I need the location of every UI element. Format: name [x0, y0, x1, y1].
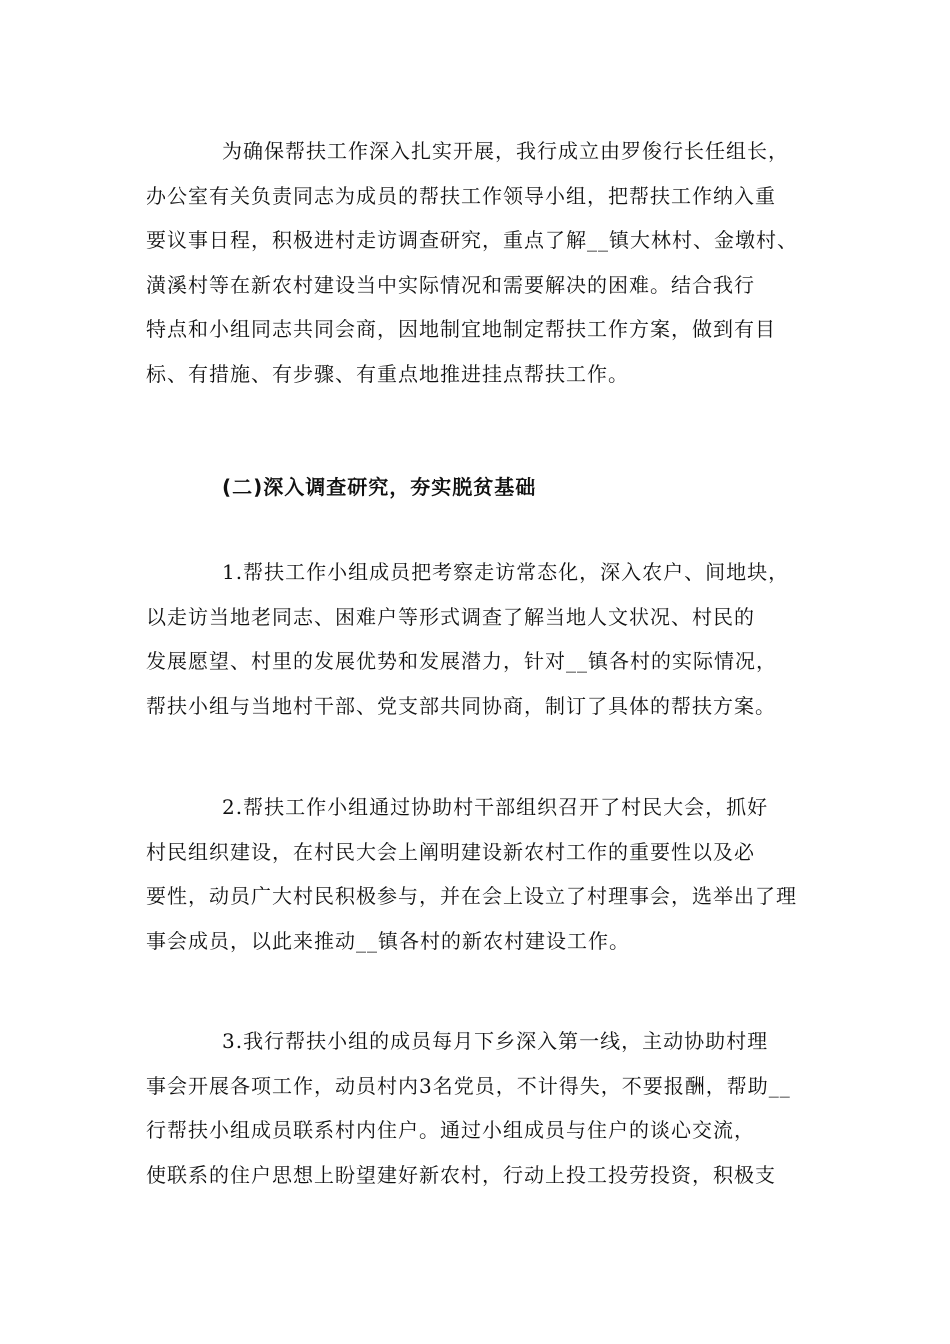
text-line: 事会开展各项工作，动员村内3名党员，不计得失，不要报酬，帮助__ — [146, 1073, 791, 1098]
text-line: 村民组织建设，在村民大会上阐明建设新农村工作的重要性以及必 — [146, 839, 755, 864]
text-line: 行帮扶小组成员联系村内住户。通过小组成员与住户的谈心交流， — [146, 1118, 755, 1142]
text-line: 事会成员，以此来推动__镇各村的新农村建设工作。 — [146, 928, 630, 953]
text-line: 潢溪村等在新农村建设当中实际情况和需要解决的困难。结合我行 — [146, 272, 755, 297]
text-line: 3.我行帮扶小组的成员每月下乡深入第一线，主动协助村理 — [222, 1029, 769, 1053]
text-line: 发展愿望、村里的发展优势和发展潜力，针对__镇各村的实际情况， — [146, 649, 777, 673]
text-line: 以走访当地老同志、困难户等形式调查了解当地人文状况、村民的 — [146, 604, 755, 629]
text-line: 为确保帮扶工作深入扎实开展，我行成立由罗俊行长任组长， — [222, 139, 789, 163]
text-line: 标、有措施、有步骤、有重点地推进挂点帮扶工作。 — [146, 361, 629, 386]
text-line: 2.帮扶工作小组通过协助村干部组织召开了村民大会，抓好 — [222, 795, 769, 819]
paragraph-item-3 — [146, 1019, 816, 1197]
text-line: 使联系的住户思想上盼望建好新农村，行动上投工投劳投资，积极支 — [146, 1162, 776, 1187]
text-line: 帮扶小组与当地村干部、党支部共同协商，制订了具体的帮扶方案。 — [146, 693, 776, 718]
text-line: 特点和小组同志共同会商，因地制宜地制定帮扶工作方案，做到有目 — [146, 317, 776, 341]
text-line: 办公室有关负责同志为成员的帮扶工作领导小组，把帮扶工作纳入重 — [146, 183, 776, 208]
text-line: 要性，动员广大村民积极参与，并在会上设立了村理事会，选举出了理 — [146, 884, 797, 908]
text-line: 1.帮扶工作小组成员把考察走访常态化，深入农户、间地块， — [222, 560, 790, 584]
paragraph-item-1 — [146, 550, 816, 728]
section-heading: (二)深入调查研究，夯实脱贫基础 — [222, 475, 537, 499]
text-line: 要议事日程，积极进村走访调查研究，重点了解__镇大林村、金墩村、 — [146, 228, 798, 252]
paragraph-item-2 — [146, 785, 816, 963]
paragraph-leadership-group — [146, 129, 816, 396]
